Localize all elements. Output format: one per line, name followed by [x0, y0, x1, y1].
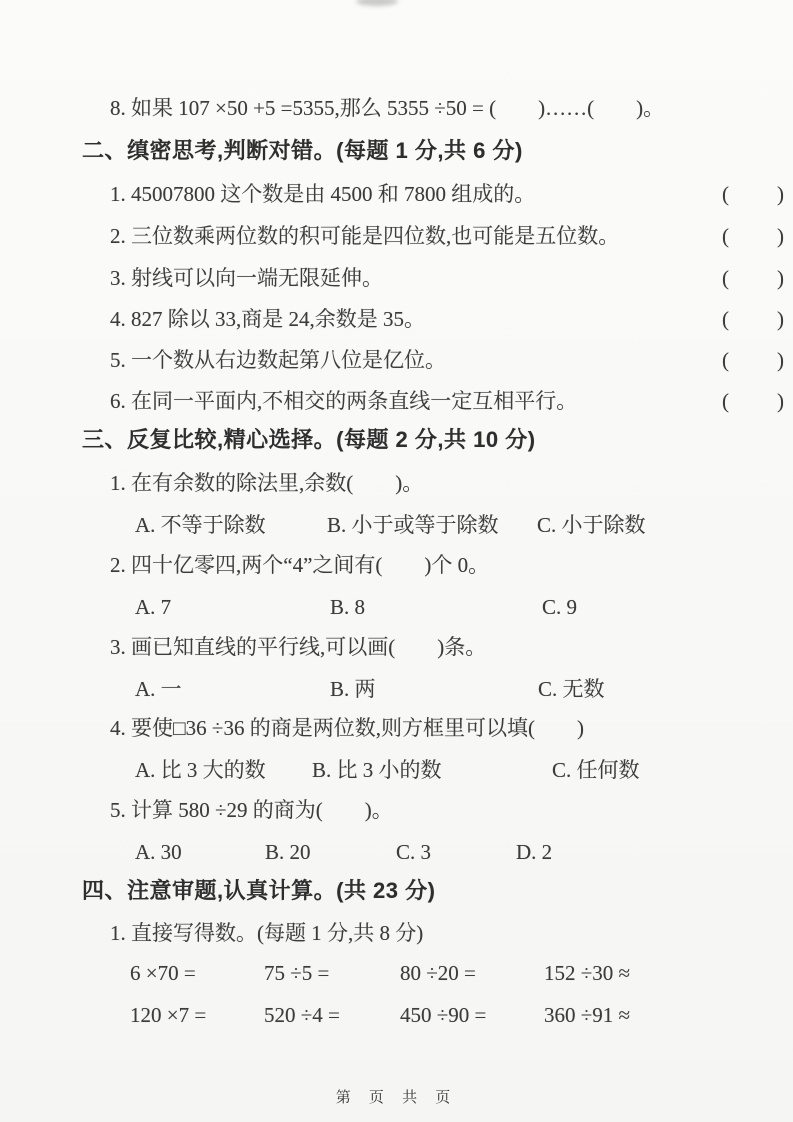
- option-c: C. 9: [542, 595, 578, 619]
- calc-expression: 75 ÷5 =: [264, 961, 330, 985]
- calc-expression: 6 ×70 =: [130, 961, 196, 985]
- page-footer: 第 页 共 页: [335, 1089, 458, 1106]
- section-4-title: 四、注意审题,认真计算。(共 23 分): [82, 878, 436, 903]
- answer-brackets: ( ): [722, 224, 786, 248]
- option-a: A. 比 3 大的数: [135, 758, 266, 782]
- option-b: B. 两: [330, 677, 376, 701]
- choice-stem-3: 3. 画已知直线的平行线,可以画( )条。: [110, 635, 487, 659]
- calc-expression: 152 ÷30 ≈: [544, 961, 631, 985]
- judge-item-text: 4. 827 除以 33,商是 24,余数是 35。: [110, 307, 425, 331]
- choice-stem-5: 5. 计算 580 ÷29 的商为( )。: [110, 798, 393, 822]
- calc-expression: 450 ÷90 =: [400, 1003, 487, 1027]
- choice-stem-2: 2. 四十亿零四,两个“4”之间有( )个 0。: [110, 553, 490, 577]
- judge-item-text: 6. 在同一平面内,不相交的两条直线一定互相平行。: [110, 389, 578, 413]
- option-c: C. 无数: [538, 677, 605, 701]
- option-a: A. 一: [135, 677, 182, 701]
- option-c: C. 小于除数: [537, 513, 646, 537]
- option-b: B. 8: [330, 595, 366, 619]
- calc-expression: 520 ÷4 =: [264, 1003, 340, 1027]
- scan-artifact: [356, 0, 398, 6]
- answer-brackets: ( ): [722, 389, 786, 413]
- judge-item-3: [110, 265, 786, 291]
- section-2-title: 二、缜密思考,判断对错。(每题 1 分,共 6 分): [82, 138, 523, 163]
- option-d: D. 2: [516, 840, 553, 864]
- answer-brackets: ( ): [722, 266, 786, 290]
- option-c: C. 3: [396, 840, 432, 864]
- option-b: B. 小于或等于除数: [327, 513, 499, 537]
- question-8: 8. 如果 107 ×50 +5 =5355,那么 5355 ÷50 = ( )……( )。: [110, 96, 665, 120]
- choice-stem-1: 1. 在有余数的除法里,余数( )。: [110, 471, 424, 495]
- option-b: B. 20: [265, 840, 311, 864]
- option-a: A. 7: [135, 595, 172, 619]
- calc-expression: 80 ÷20 =: [400, 961, 476, 985]
- judge-item-text: 1. 45007800 这个数是由 4500 和 7800 组成的。: [110, 182, 536, 206]
- judge-item-2: [110, 223, 786, 249]
- choice-stem-4: 4. 要使□36 ÷36 的商是两位数,则方框里可以填( ): [110, 716, 584, 740]
- section-4-sub1: 1. 直接写得数。(每题 1 分,共 8 分): [110, 921, 424, 945]
- answer-brackets: ( ): [722, 307, 786, 331]
- judge-item-text: 3. 射线可以向一端无限延伸。: [110, 266, 383, 290]
- judge-item-text: 2. 三位数乘两位数的积可能是四位数,也可能是五位数。: [110, 224, 620, 248]
- answer-brackets: ( ): [722, 348, 786, 372]
- judge-item-1: [110, 181, 786, 207]
- judge-item-4: [110, 306, 786, 332]
- judge-item-text: 5. 一个数从右边数起第八位是亿位。: [110, 348, 446, 372]
- option-c: C. 任何数: [552, 758, 640, 782]
- calc-expression: 120 ×7 =: [130, 1003, 207, 1027]
- judge-item-5: [110, 347, 786, 373]
- option-a: A. 30: [135, 840, 182, 864]
- section-3-title: 三、反复比较,精心选择。(每题 2 分,共 10 分): [82, 427, 536, 452]
- answer-brackets: ( ): [722, 182, 786, 206]
- calc-expression: 360 ÷91 ≈: [544, 1003, 631, 1027]
- option-a: A. 不等于除数: [135, 513, 266, 537]
- judge-item-6: [110, 388, 786, 414]
- option-b: B. 比 3 小的数: [312, 758, 442, 782]
